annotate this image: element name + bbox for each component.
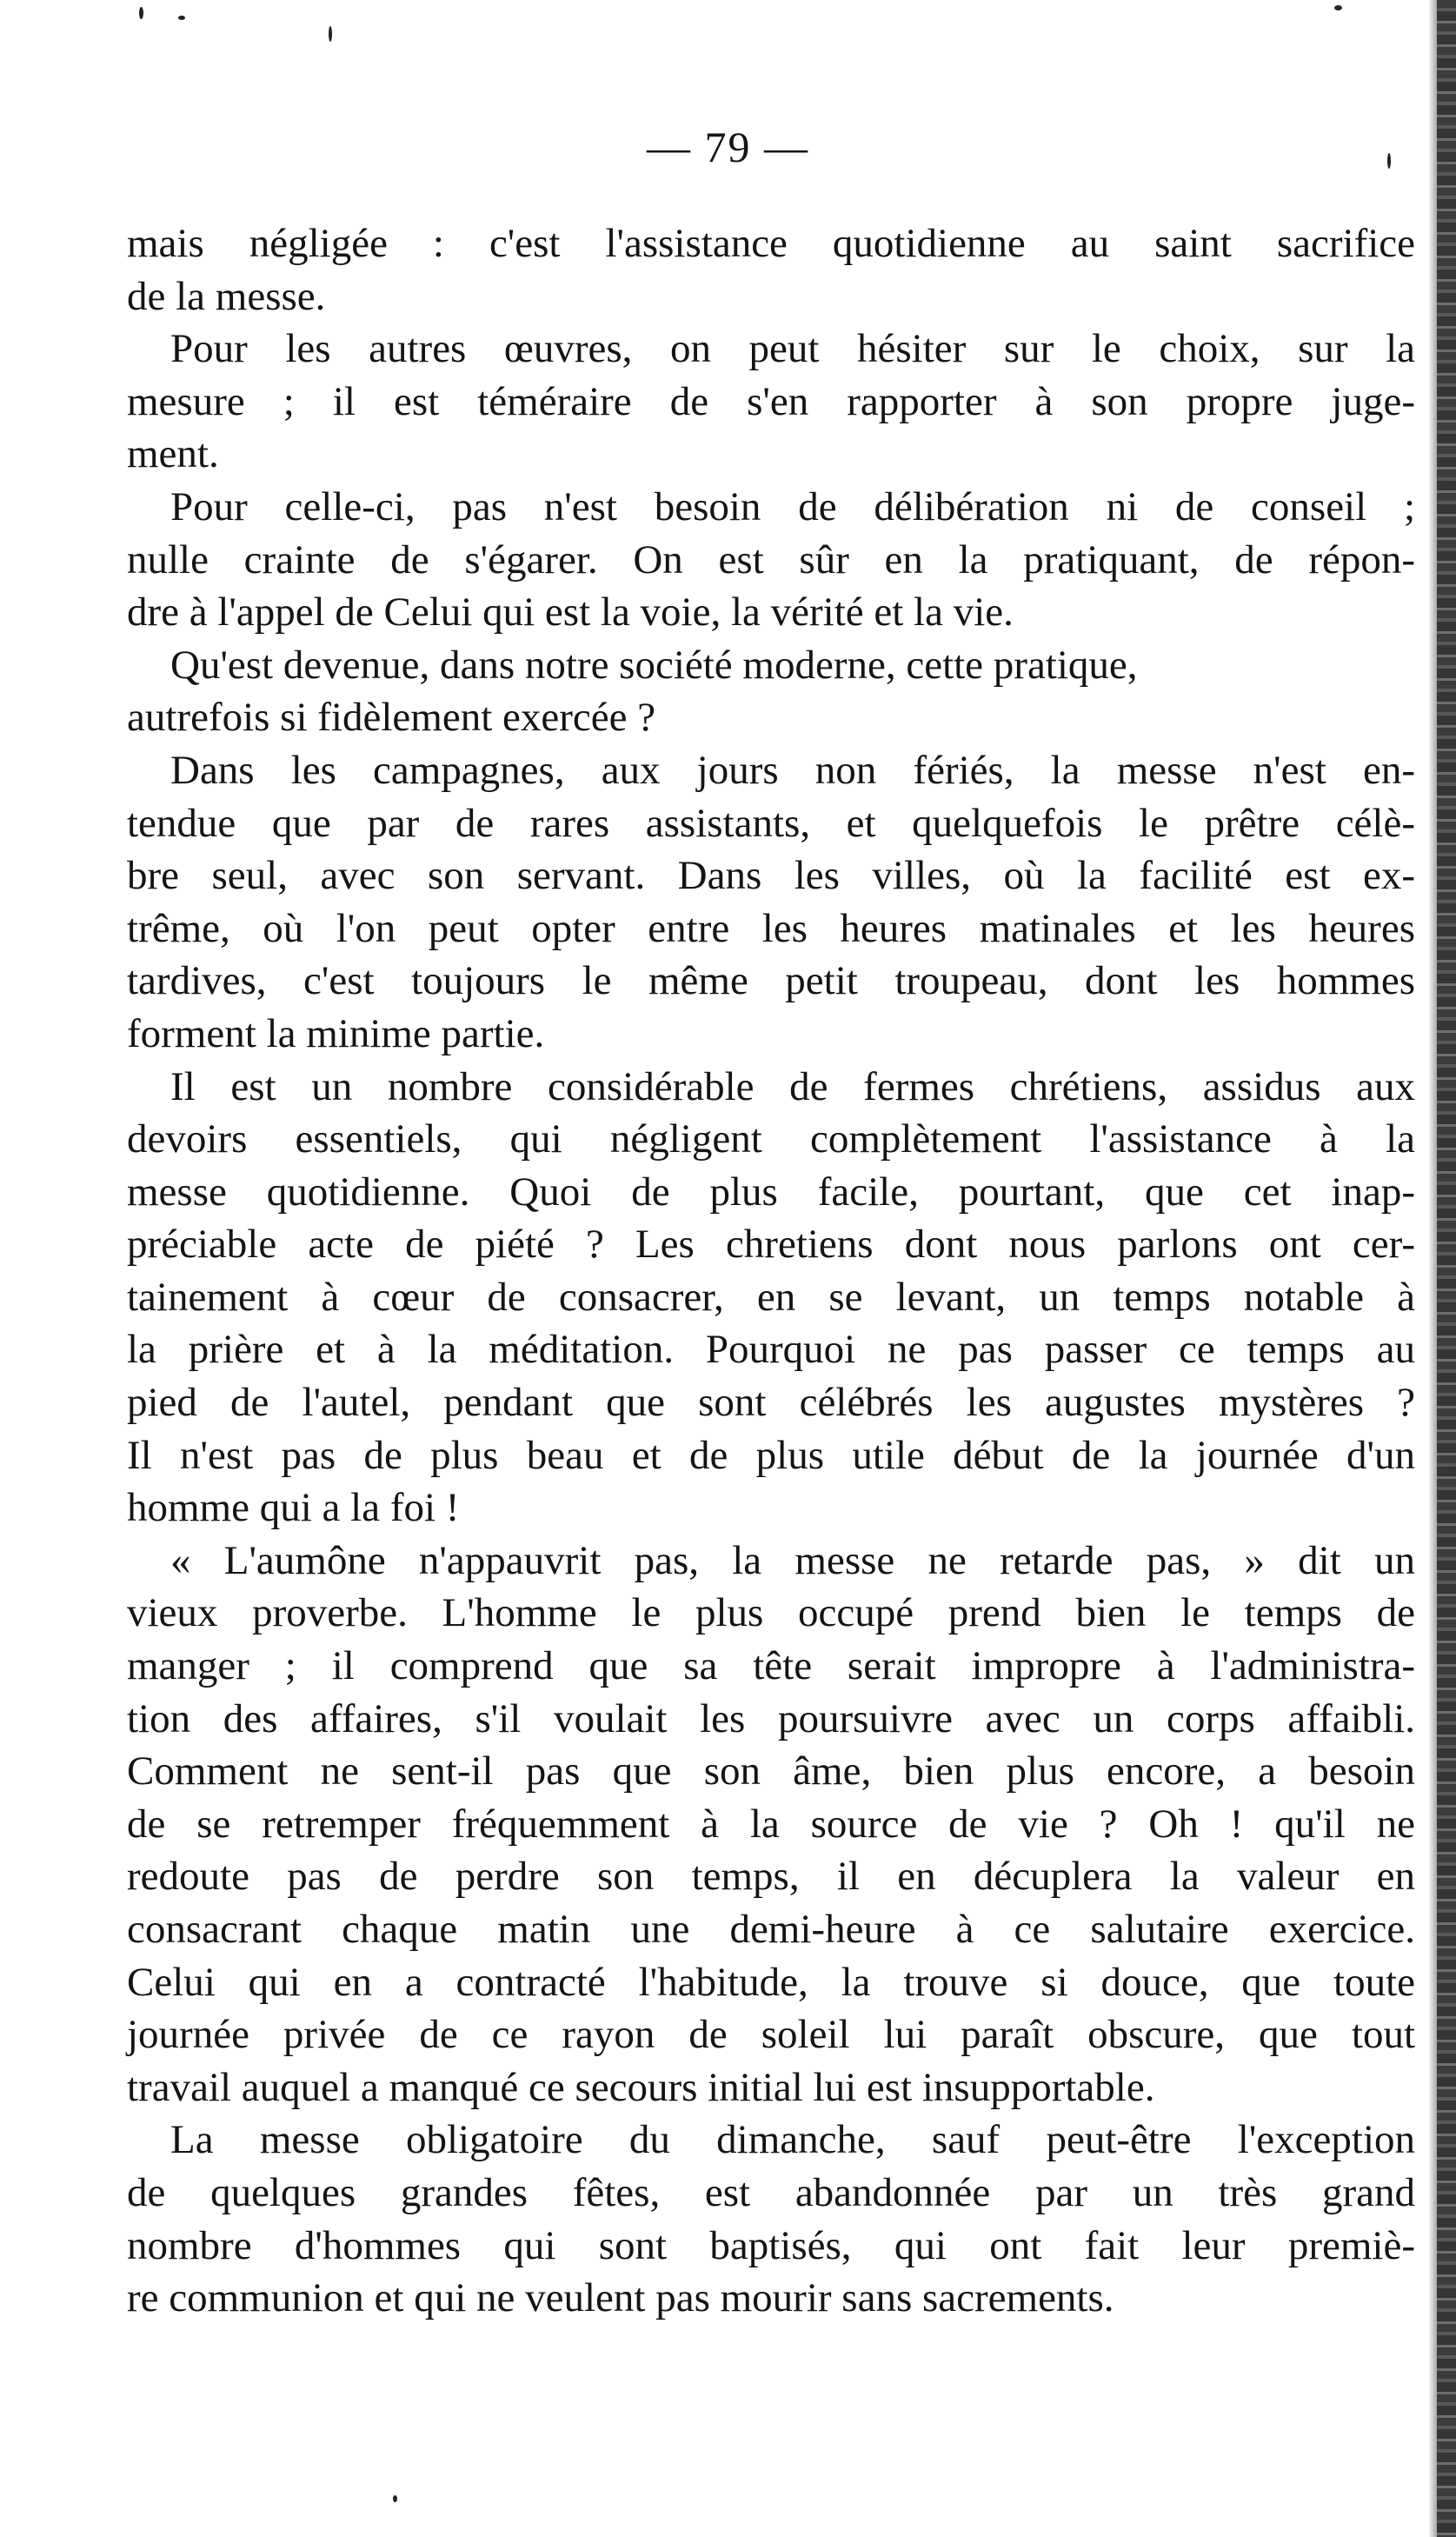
text-line: « L'aumône n'appauvrit pas, la messe ne retarde pas, » dit un — [170, 1537, 1415, 1583]
scan-speck — [178, 16, 185, 20]
text-line: dre à l'appel de Celui qui est la voie, la vérité et la vie. — [127, 589, 1014, 636]
text-line: nombre d'hommes qui sont baptisés, qui ont fait leur premiè- — [127, 2222, 1415, 2268]
scan-edge-border — [1437, 0, 1456, 2537]
text-line: manger ; il comprend que sa tête serait impropre à l'administra- — [127, 1643, 1415, 1689]
page-number: — 79 — — [647, 123, 809, 171]
text-line: vieux proverbe. L'homme le plus occupé prend bien le temps de — [127, 1590, 1415, 1636]
text-line: pied de l'autel, pendant que sont célébrés les augustes mystères ? — [127, 1380, 1415, 1426]
text-line: Qu'est devenue, dans notre société moderne, cette pratique, — [170, 642, 1138, 688]
text-line: journée privée de ce rayon de soleil lui paraît obscure, que tout — [127, 2012, 1415, 2058]
text-line: re communion et qui ne veulent pas mourir sans sacrements. — [127, 2275, 1114, 2321]
text-line: travail auquel a manqué ce secours initial lui est insupportable. — [127, 2064, 1155, 2110]
body-text — [127, 217, 1415, 2325]
text-line: homme qui a la foi ! — [127, 1485, 460, 1531]
text-line: bre seul, avec son servant. Dans les villes, où la facilité est ex- — [127, 853, 1415, 899]
text-line: forment la minime partie. — [127, 1010, 545, 1056]
text-line: consacrant chaque matin une demi-heure à ce salutaire exercice. — [127, 1907, 1415, 1952]
text-line: devoirs essentiels, qui négligent complètement l'assistance à la — [127, 1116, 1415, 1162]
text-line: de quelques grandes fêtes, est abandonnée par un très grand — [127, 2169, 1415, 2215]
text-line: tion des affaires, s'il voulait les poursuivre avec un corps affaibli. — [127, 1695, 1415, 1741]
text-line: messe quotidienne. Quoi de plus facile, pourtant, que cet inap- — [127, 1169, 1415, 1215]
text-line: nulle crainte de s'égarer. On est sûr en la pratiquant, de répon- — [127, 536, 1415, 583]
text-line: préciable acte de piété ? Les chretiens dont nous parlons ont cer- — [127, 1222, 1415, 1268]
scan-speck — [1387, 153, 1391, 169]
text-line: Dans les campagnes, aux jours non fériés, la messe n'est en- — [170, 747, 1415, 793]
text-line: de la messe. — [127, 273, 326, 319]
text-line: Celui qui en a contracté l'habitude, la trouve si douce, que toute — [127, 1959, 1415, 2005]
text-line: Comment ne sent-il pas que son âme, bien plus encore, a besoin — [127, 1748, 1415, 1795]
text-line: mais négligée : c'est l'assistance quotidienne au saint sacrifice — [127, 221, 1415, 266]
text-line: tainement à cœur de consacrer, en se levant, un temps notable à — [127, 1274, 1415, 1320]
text-line: La messe obligatoire du dimanche, sauf peut-être l'exception — [170, 2117, 1415, 2163]
scan-speck — [393, 2495, 397, 2502]
text-line: la prière et à la méditation. Pourquoi ne pas passer ce temps au — [127, 1327, 1415, 1373]
text-line: ment. — [127, 431, 219, 477]
text-line: trême, où l'on peut opter entre les heures matinales et les heures — [127, 905, 1415, 951]
text-line: Il n'est pas de plus beau et de plus utile début de la journée d'un — [127, 1432, 1415, 1478]
text-line: redoute pas de perdre son temps, il en décuplera la valeur en — [127, 1854, 1415, 1900]
text-line: autrefois si fidèlement exercée ? — [127, 695, 656, 741]
scan-speck — [139, 7, 143, 19]
scan-speck — [1334, 5, 1342, 10]
text-line: Pour les autres œuvres, on peut hésiter sur le choix, sur la — [170, 326, 1415, 372]
text-line: Il est un nombre considérable de fermes chrétiens, assidus aux — [170, 1063, 1415, 1109]
text-line: Pour celle-ci, pas n'est besoin de délibération ni de conseil ; — [170, 483, 1415, 529]
text-line: mesure ; il est téméraire de s'en rapporter à son propre juge- — [127, 378, 1415, 424]
text-line: tendue que par de rares assistants, et quelquefois le prêtre célè- — [127, 800, 1415, 846]
text-line: de se retremper fréquemment à la source de vie ? Oh ! qu'il ne — [127, 1801, 1415, 1847]
text-line: tardives, c'est toujours le même petit troupeau, dont les hommes — [127, 958, 1415, 1004]
scan-edge-shadow — [1428, 0, 1437, 2537]
scan-speck — [329, 26, 332, 42]
